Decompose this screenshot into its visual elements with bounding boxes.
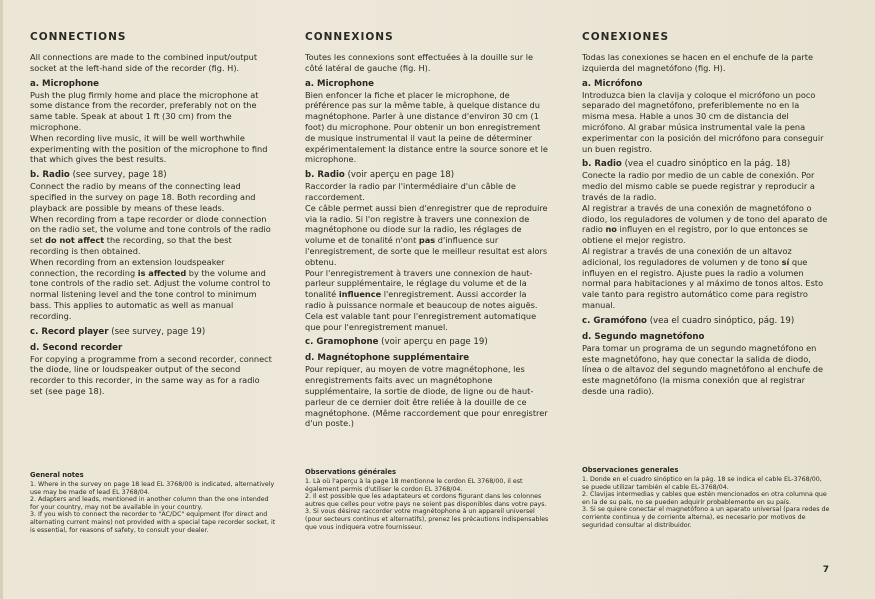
french-radio-text-3: Pour l'enregistrement à travers une connexion de haut-parleur supplémentaire, le réglage du volume et de la tonalité influence l'enregistrement. Aussi accorder la radio à puissance normale et beaucoup de notes aiguës. Cela est valable tant pour l'enregistrement automatique que pour l'enregistrement manuel.: [305, 267, 538, 332]
french-notes-title: Observations générales: [305, 468, 397, 476]
english-second-recorder-text: For copying a programme from a second recorder, connect the diode, line or loudspeaker output of the second recorder to this recorder, in the same way as for a radio set (see page 18).: [30, 353, 272, 396]
spanish-note-3: 3. Si se quiere conectar el magnetófono a un aparato universal (para redes de corriente continua y de corriente alterna), es necesario por motivos de seguridad consultar al distribuidor.: [582, 506, 830, 529]
spanish-microphone-text: Introduzca bien la clavija y coloque el micrófono un poco separado del magnetófono, preferiblemente no en la misma mesa. Hable a unos 30 cm de distancia del micrófono. Al grabar música instrumental vale la pena experimentar con la posición del micrófono para conseguir un buen registro.: [582, 89, 824, 154]
spanish-radio-text-2: Al registrar a través de una conexión de magnetófono o diodo, los reguladores de volumen y de tono del aparato de radio no influyen en el registro, por lo que entonces se obtiene el mejor registro.: [582, 202, 828, 246]
spanish-heading: CONEXIONES: [582, 31, 670, 43]
spanish-radio-title: b. Radio (vea el cuadro sinóptico en la pág. 18): [582, 159, 791, 170]
english-intro: All connections are made to the combined input/output socket at the left-hand side of the recorder (fig. H).: [30, 52, 258, 73]
french-note-1: 1. Là où l'aperçu à la page 18 mentionne le cordon EL 3768/00, il est également permis d'utiliser le cordon EL 3768/04.: [305, 478, 523, 493]
english-note-1: 1. Where in the survey on page 18 lead EL 3768/00 is indicated, alternatively use may be made of lead EL 3768/04.: [30, 481, 275, 496]
french-intro: Toutes les connexions sont effectuées à la douille sur le côté latéral de gauche (fig. H).: [305, 52, 534, 73]
spanish-general-notes: [582, 466, 830, 529]
french-microphone-title: a. Microphone: [305, 78, 374, 89]
french-note-2: 2. Il est possible que les adaptateurs et cordons figurant dans les colonnes autres que celles pour votre pays ne soient pas disponibles dans votre pays.: [305, 493, 547, 508]
english-note-3: 3. If you wish to connect the recorder to "AC/DC" equipment (for direct and alternating current mains) not provided with a special tape recorder socket, it is essential, for reasons of safety, to consult your dealer.: [30, 511, 276, 534]
english-note-2: 2. Adapters and leads, mentioned in another column than the one intended for your country, may not be available in your country.: [30, 496, 269, 511]
english-radio-text-3: When recording from an extension loudspeaker connection, the recording is affected by the volume and tone controls of the radio set. Adjust the volume control to normal listening level and the tone control to minimum bass. This applies to automatic as well as manual recording.: [30, 256, 271, 321]
french-note-3: 3. Si vous désirez raccorder votre magnétophone à un appareil universel (pour secteurs continus et alternatifs), prenez les précautions indispensables que vous indiquera votre fournisseur.: [305, 508, 549, 531]
spanish-second-recorder-title: d. Segundo magnetófono: [582, 331, 705, 342]
french-radio-title: b. Radio (voir aperçu en page 18): [305, 170, 455, 181]
english-record-player-title: c. Record player (see survey, page 19): [30, 326, 206, 337]
spanish-note-1: 1. Donde en el cuadro sinóptico en la pág. 18 se indica el cable EL-3768/00, se puede utilizar también el cable EL-3768/04.: [582, 476, 822, 491]
spanish-radio-text-3: Al registrar a través de una conexión de un altavoz adicional, los reguladores de volumen y de tono sí que influyen en el registro. Ajuste pues la radio a volumen normal para habitaciones y al máximo de tonos altos. Esto vale tanto para registro automático come para registro manual.: [582, 245, 824, 310]
french-second-recorder-title: d. Magnétophone supplémentaire: [305, 353, 470, 364]
english-heading: CONNECTIONS: [30, 31, 127, 43]
spanish-radio-text: Conecte la radio por medio de un cable de conexión. Por medio del mismo cable se puede registrar y reproducir a través de la radio.: [582, 170, 815, 202]
spanish-gramophone-title: c. Gramófono (vea el cuadro sinóptico, pág. 19): [582, 315, 795, 326]
english-radio-text: Connect the radio by means of the connecting lead specified in the survey on page 18. Both recording and playback are possible by means of these leads.: [30, 181, 256, 213]
spanish-notes-title: Observaciones generales: [582, 466, 679, 474]
english-radio-text-2: When recording from a tape recorder or diode connection on the radio set, the volume and tone controls of the radio set do not affect the recording, so that the best recording is then obtained.: [30, 213, 271, 256]
french-gramophone-title: c. Gramophone (voir aperçu en page 19): [305, 337, 488, 348]
english-radio-title: b. Radio (see survey, page 18): [30, 170, 167, 181]
english-general-notes: [30, 471, 276, 534]
spanish-microphone-title: a. Micrófono: [582, 78, 643, 89]
spanish-second-recorder-text: Para tomar un programa de un segundo magnetófono en este magnetófono, hay que conectar la salida de diodo, línea o de altavoz del segundo magnetófono al enchufe de este magnetófono (la misma conexión que al registrar desde una radio).: [582, 342, 824, 396]
english-notes-title: General notes: [30, 471, 84, 479]
english-second-recorder-title: d. Second recorder: [30, 342, 123, 353]
french-radio-text-2: Ce câble permet aussi bien d'enregistrer que de reproduire via la radio. Si l'on registre à travers une connexion de magnétophone ou diode sur la radio, les réglages de volume et de tonalité n'ont pas d'influence sur l'enregistrement, de sorte que le meilleur resultat est alors obtenu.: [305, 202, 548, 267]
french-column: [305, 30, 549, 429]
english-microphone-text-2: When recording live music, it will be well worthwhile experimenting with the position of the microphone to find that which gives the best results.: [30, 132, 268, 165]
page-number: 7: [822, 565, 829, 575]
english-microphone-text: Push the plug firmly home and place the microphone at some distance from the recorder, preferably not on the same table. Speak at about 1 ft (30 cm) from the microphone.: [30, 89, 259, 132]
french-microphone-text: Bien enfoncer la fiche et placer le microphone, de préférence pas sur la même table, à quelque distance du magnétophone. Parler à une distance d'environ 30 cm (1 foot) du microphone. Pour obtenir un bon enregistrement de musique instrumental il vaut la peine de déterminer expérimentalement la distance entre la source sonore et le microphone.: [305, 89, 548, 165]
spanish-note-2: 2. Clavijas intermedias y cables que estén mencionados en otra columna que en la de su país, no se pueden adquirir probablemente en su país.: [582, 491, 827, 506]
english-column: [30, 30, 272, 397]
spanish-intro: Todas las conexiones se hacen en el enchufe de la parte izquierda del magnetófono (fig. H).: [582, 52, 814, 73]
french-heading: CONNEXIONS: [305, 31, 394, 43]
french-radio-text: Raccorder la radio par l'intermédiaire d'un câble de raccordement.: [305, 181, 516, 202]
english-microphone-title: a. Microphone: [30, 78, 99, 89]
french-general-notes: [305, 468, 553, 531]
french-second-recorder-text: Pour repiquer, au moyen de votre magnétophone, les enregistrements faits avec un magnétophone supplémentaire, la sortie de diode, de ligne ou de haut-parleur de ce dernier doit être reliée à la douille de ce magnétophone. (Même raccordement que pour enregistrer d'un poste.): [305, 364, 548, 429]
page-spine-shadow: [0, 0, 3, 599]
spanish-column: [582, 30, 828, 397]
